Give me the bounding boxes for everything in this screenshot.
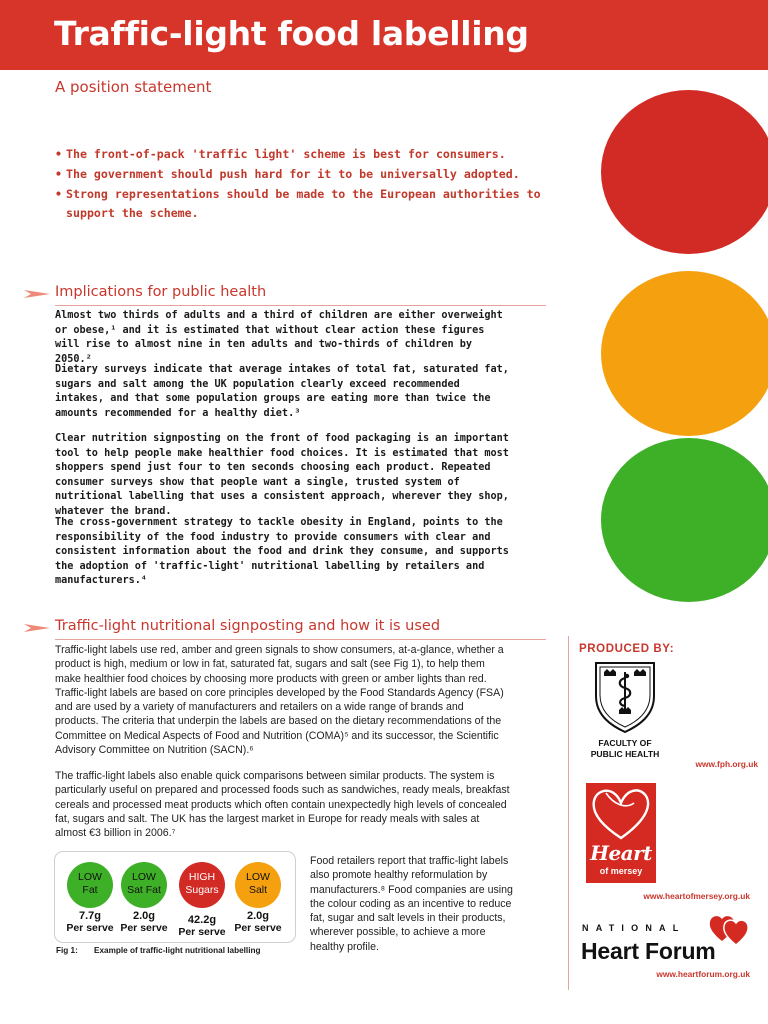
section-divider bbox=[55, 639, 546, 640]
green-light-circle bbox=[601, 438, 768, 602]
fph-crest-icon bbox=[592, 660, 658, 734]
light-salt bbox=[235, 862, 281, 908]
light-level: LOW bbox=[246, 871, 270, 883]
section-heading-public-health bbox=[24, 284, 524, 306]
key-points-list bbox=[55, 145, 555, 224]
light-fat bbox=[67, 862, 113, 908]
paragraph: Clear nutrition signposting on the front of food packaging is an important tool to help people make healthier food choices. It is estimated that most shoppers spend just four to ten seconds choosing each product. Repeated consumer surveys show that people want a single, trusted system of nutritional labelling that uses a consistent approach, wherever they shop, whatever the brand. bbox=[55, 433, 509, 517]
light-nutrient: Salt bbox=[248, 884, 268, 896]
light-value-fat: 7.7g Per serve bbox=[66, 910, 114, 934]
nhf-name: Heart Forum bbox=[581, 938, 716, 964]
paragraph: The cross-government strategy to tackle obesity in England, points to the responsibility of the food industry to provide consumers with clear and consistent information about the food and drink they consume, and supports the adoption of 'traffic-light' nutritional labelling by retailers and manufacturers.⁴ bbox=[55, 517, 509, 587]
nhf-link[interactable]: www.heartforum.org.uk bbox=[656, 969, 750, 979]
light-sugars bbox=[179, 862, 225, 908]
heart-of-mersey-wordmark: Heart bbox=[590, 841, 652, 865]
light-level: HIGH bbox=[188, 871, 216, 883]
header-banner bbox=[0, 0, 768, 70]
section-title: Traffic-light nutritional signposting and how it is used bbox=[55, 618, 441, 634]
light-level: LOW bbox=[132, 871, 156, 883]
traffic-light-label-figure bbox=[54, 851, 296, 943]
light-sat-fat bbox=[121, 862, 167, 908]
heart-icon bbox=[586, 783, 656, 845]
paragraph: Almost two thirds of adults and a third of children are either overweight or obese,¹ and it is estimated that without clear action these figures will rise to almost nine in ten adults and two-thirds of children by 2050.² bbox=[55, 310, 503, 365]
section-divider bbox=[55, 305, 546, 306]
light-value-sat-fat: 2.0g Per serve bbox=[120, 910, 168, 934]
column-divider bbox=[568, 636, 569, 990]
light-level: LOW bbox=[78, 871, 102, 883]
key-point: • Strong representations should be made to the European authorities to support the scheme. bbox=[55, 185, 555, 223]
page-subtitle: A position statement bbox=[55, 78, 212, 96]
arrow-icon bbox=[24, 622, 50, 634]
key-point: • The government should push hard for it to be universally adopted. bbox=[55, 165, 555, 184]
paragraph: The traffic-light labels also enable quick comparisons between similar products. The system is particularly useful on prepared and processed foods such as sandwiches, ready meals, breakfast cereals and processed meat products which often contain unexpectedly high levels of concealed fat, sugars and salt. The UK has the largest market in Europe for ready meals with sales at almost €3 billion in 2006.⁷ bbox=[55, 770, 510, 840]
amber-light-circle bbox=[601, 271, 768, 436]
section-title: Implications for public health bbox=[55, 284, 267, 300]
light-nutrient: Fat bbox=[82, 884, 98, 896]
light-value-salt: 2.0g Per serve bbox=[234, 910, 282, 934]
heart-of-mersey-logo bbox=[586, 783, 656, 883]
produced-by-label: PRODUCED BY: bbox=[579, 643, 675, 655]
arrow-icon bbox=[24, 288, 50, 300]
light-nutrient: Sat Fat bbox=[127, 884, 161, 896]
fph-name: FACULTY OF PUBLIC HEALTH bbox=[590, 738, 660, 759]
paragraph: Dietary surveys indicate that average intakes of total fat, saturated fat, sugars and salt among the UK population clearly exceed recommended intakes, and that some population groups are eating more than twice the amounts recommended for a healthy diet.³ bbox=[55, 364, 509, 419]
nhf-national-label: NATIONAL bbox=[582, 923, 686, 933]
paragraph: Traffic-light labels use red, amber and green signals to show consumers, at-a-glance, whether a product is high, medium or low in fat, saturated fat, sugars and salt (see Fig 1), to help them make healthier food choices by choosing more products with green or amber lights than red. Traffic-light labels are based on core principles developed by the Food Standards Agency (FSA) and are used by a variety of manufacturers and retailers on a wide range of brands and products. The criteria that underpin the labels are based on the dietary recommendations of the Committee on Medical Aspects of Food and Nutrition (COMA)⁵ and its successor, the Scientific Advisory Committee on Nutrition (SACN).⁶ bbox=[55, 644, 504, 757]
light-value-sugars: 42.2g Per serve bbox=[178, 914, 226, 938]
key-point: • The front-of-pack 'traffic light' scheme is best for consumers. bbox=[55, 145, 555, 164]
red-light-circle bbox=[601, 90, 768, 254]
heart-of-mersey-link[interactable]: www.heartofmersey.org.uk bbox=[643, 891, 750, 901]
fph-link[interactable]: www.fph.org.uk bbox=[695, 759, 758, 769]
figure-caption: Fig 1: Example of traffic-light nutritional labelling bbox=[56, 946, 261, 955]
heart-of-mersey-sub: of mersey bbox=[599, 866, 643, 876]
light-nutrient: Sugars bbox=[185, 884, 219, 896]
section-heading-signposting bbox=[24, 618, 524, 640]
paragraph: Food retailers report that traffic-light labels also promote healthy reformulation by manufacturers.⁸ Food companies are using the colour coding as an incentive to reduce fat, sugar and salt levels in their products, wherever possible, to achieve a more healthy profile. bbox=[310, 855, 513, 953]
page-title: Traffic-light food labelling bbox=[54, 14, 529, 53]
